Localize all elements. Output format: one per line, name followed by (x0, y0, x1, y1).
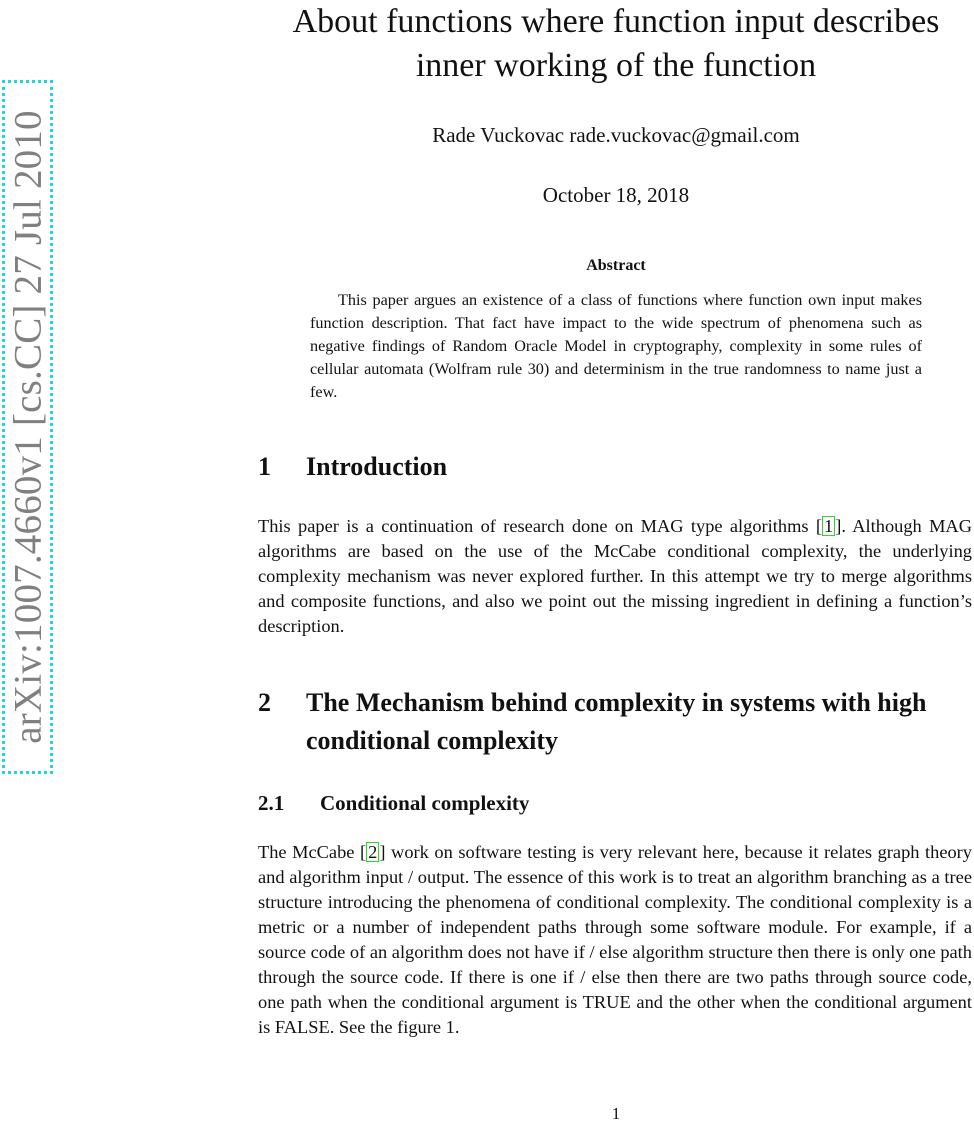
subsection-title: Conditional complexity (320, 791, 530, 815)
section-number: 1 (258, 452, 271, 481)
subsection-number: 2.1 (258, 791, 285, 815)
page-number: 1 (611, 1104, 621, 1123)
section-title: The Mechanism behind complexity in systems with high conditional complexity (306, 688, 927, 755)
citation-link-1[interactable]: 1 (824, 516, 834, 536)
section-title: Introduction (306, 452, 448, 481)
section-heading-introduction (258, 448, 974, 486)
introduction-paragraph (258, 514, 972, 639)
paragraph-text: ] work on software testing is very relevant here, because it relates graph theory and algorithm input / output. The essence of this work is to treat an algorithm branching as a tree structure introducing the phenomena of conditional complexity. The conditional complexity is a metric or a number of independent paths through some software module. For example, if a source code of an algorithm does not have if / else algorithm structure then there is only one path through the source code. If there is one if / else then there are two paths through source code, one path when the conditional argument is TRUE and the other when the conditional argument is FALSE. See the figure 1. (258, 842, 973, 1037)
section-number: 2 (258, 688, 271, 717)
author-line: Rade Vuckovac rade.vuckovac@gmail.com (432, 123, 800, 147)
paragraph-text: ]. Although MAG algorithms are based on the use of the McCabe conditional complexity, the underlying complexity mechanism was never explored further. In this attempt we try to merge algorithms and composite functions, and also we point out the missing ingredient in defining a function’s description. (258, 516, 972, 636)
conditional-complexity-paragraph (258, 840, 972, 1040)
arxiv-identifier: arXiv:1007.4660v1 [cs.CC] 27 Jul 2010 (6, 110, 49, 744)
abstract-body: This paper argues an existence of a class of functions where function own input makes function description. That fact have impact to the wide spectrum of phenomena such as negative findings of Random Oracle Model in cryptography, complexity in some rules of cellular automata (Wolfram rule 30) and determinism in the true randomness to name just a few. (310, 291, 922, 401)
citation-link-2[interactable]: 2 (368, 842, 378, 862)
paragraph-text: The McCabe [ (258, 842, 367, 862)
paragraph-text: This paper is a continuation of research done on MAG type algorithms [ (258, 516, 823, 536)
arxiv-stamp (2, 80, 53, 774)
subsection-heading-conditional-complexity (258, 789, 974, 817)
abstract-heading: Abstract (586, 257, 646, 274)
paper-title: About functions where function input describes inner working of the function (292, 3, 940, 84)
publication-date: October 18, 2018 (542, 183, 690, 207)
section-heading-mechanism (258, 684, 974, 760)
